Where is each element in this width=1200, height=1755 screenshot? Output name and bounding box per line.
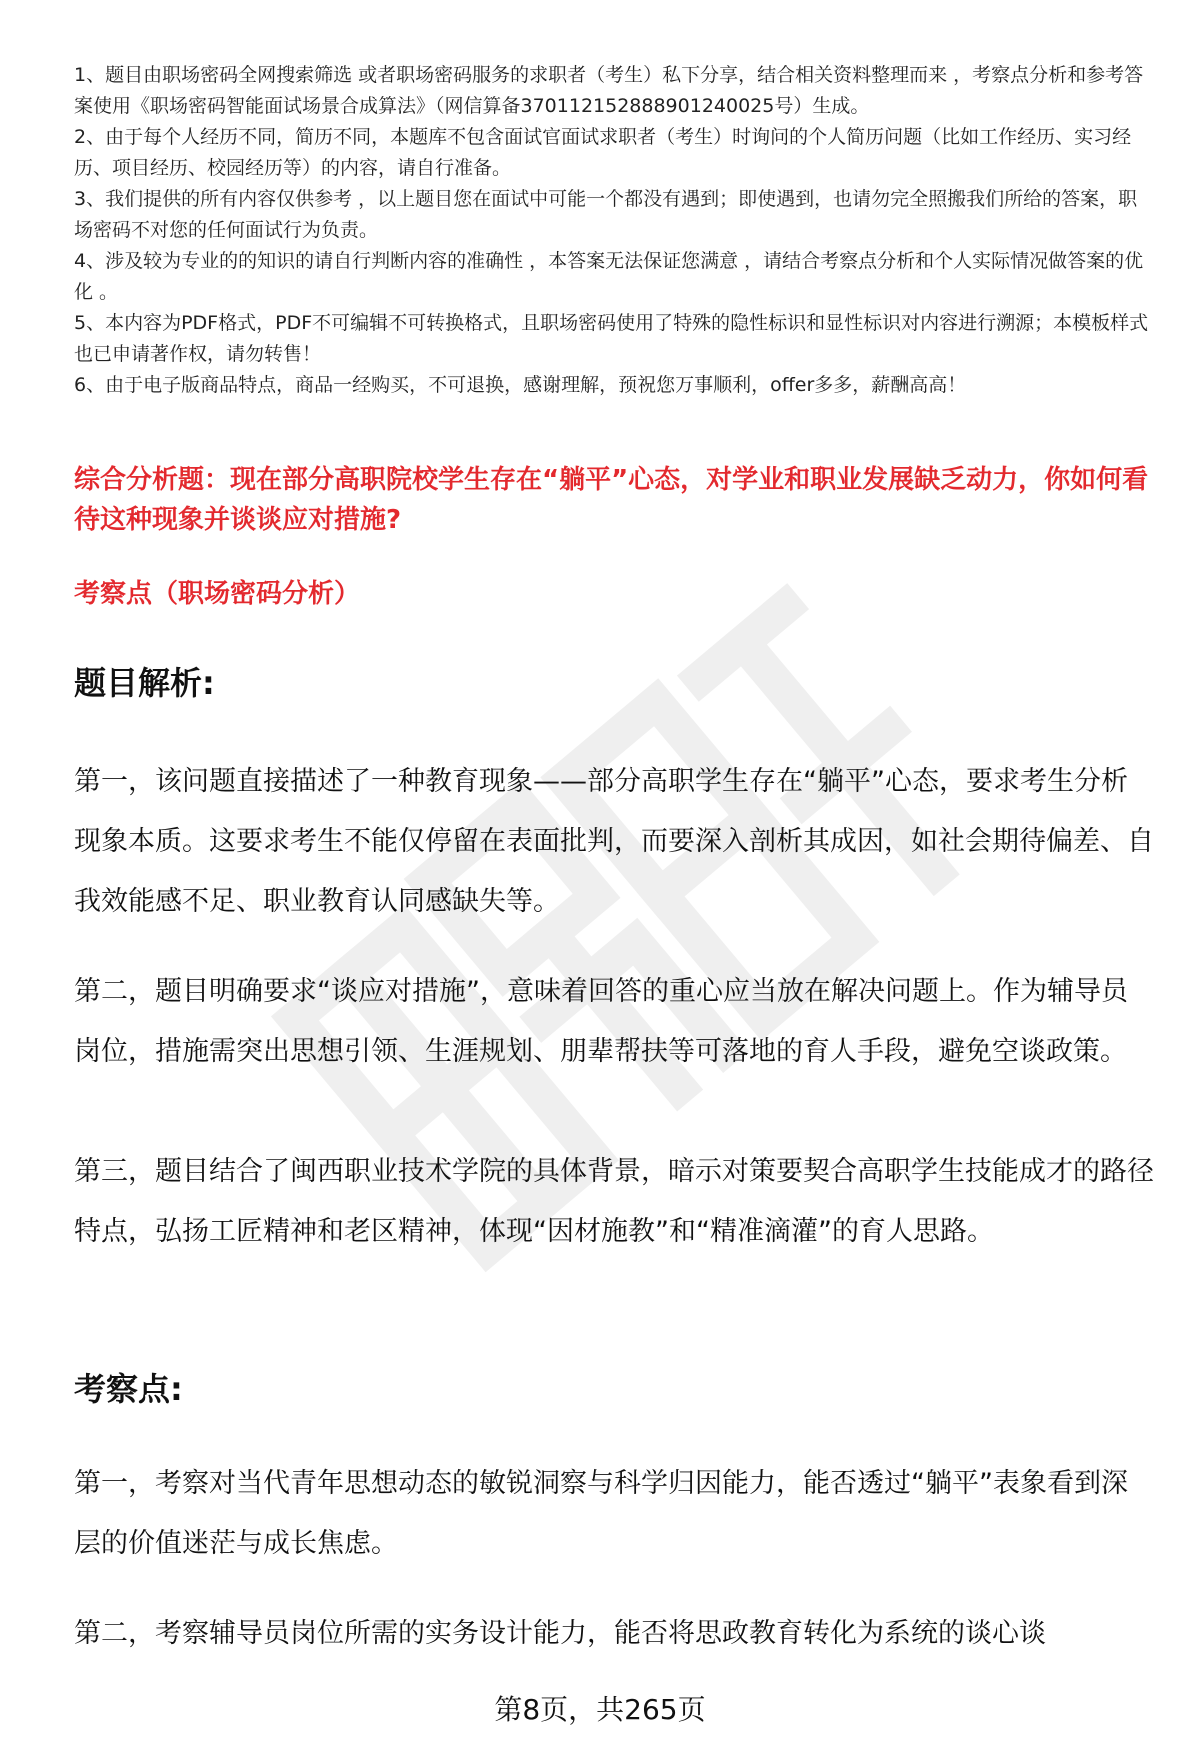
analysis-heading: 题目解析:: [74, 664, 215, 702]
paragraph-text: 第三，题目结合了闽西职业技术学院的具体背景，暗示对策要契合高职学生技能成才的路径特点，弘扬工匠精神和老区精神，体现“因材施教”和“精准滴灌”的育人思路。: [74, 1156, 1154, 1247]
notice-item: 2、由于每个人经历不同，简历不同，本题库不包含面试官面试求职者（考生）时询问的个人简历问题（比如工作经历、实习经历、项目经历、校园经历等）的内容，请自行准备。: [74, 126, 1132, 179]
notice-item: 3、我们提供的所有内容仅供参考 ，以上题目您在面试中可能一个都没有遇到；即使遇到，也请勿完全照搬我们所给的答案，职场密码不对您的任何面试行为负责。: [74, 188, 1138, 241]
page-number: 第8页，共265页: [494, 1693, 706, 1726]
notice-item: 6、由于电子版商品特点，商品一经购买，不可退换，感谢理解，预祝您万事顺利，offer多多，薪酬高高！: [74, 374, 967, 396]
analysis-paragraph: [74, 962, 1154, 1082]
question-title: 综合分析题：现在部分高职院校学生存在“躺平”心态，对学业和职业发展缺乏动力，你如何看待这种现象并谈谈应对措施?: [74, 465, 1149, 535]
notice-item: 5、本内容为PDF格式，PDF不可编辑不可转换格式，且职场密码使用了特殊的隐性标识和显性标识对内容进行溯源；本模板样式也已申请著作权，请勿转售！: [74, 312, 1149, 365]
points-paragraph: [74, 1604, 1154, 1664]
notice-list: [74, 60, 1154, 401]
paragraph-text: 第二，考察辅导员岗位所需的实务设计能力，能否将思政教育转化为系统的谈心谈: [74, 1618, 1046, 1649]
paragraph-text: 第一，该问题直接描述了一种教育现象——部分高职学生存在“躺平”心态，要求考生分析现象本质。这要求考生不能仅停留在表面批判，而要深入剖析其成因，如社会期待偏差、自我效能感不足、职业教育认同感缺失等。: [74, 766, 1154, 917]
points-heading: 考察点:: [74, 1370, 183, 1408]
kaochadian-label: 考察点（职场密码分析）: [74, 579, 361, 609]
analysis-paragraph: [74, 752, 1154, 932]
notice-item: 1、题目由职场密码全网搜索筛选 或者职场密码服务的求职者（考生）私下分享，结合相关资料整理而来 ，考察点分析和参考答案使用《职场密码智能面试场景合成算法》（网信算备370112152888901240025号）生成。: [74, 64, 1144, 117]
analysis-paragraph: [74, 1142, 1154, 1262]
paragraph-text: 第二，题目明确要求“谈应对措施”，意味着回答的重心应当放在解决问题上。作为辅导员岗位，措施需突出思想引领、生涯规划、朋辈帮扶等可落地的育人手段，避免空谈政策。: [74, 976, 1128, 1067]
notice-item: 4、涉及较为专业的的知识的请自行判断内容的准确性 ，本答案无法保证您满意 ，请结合考察点分析和个人实际情况做答案的优化 。: [74, 250, 1144, 303]
paragraph-text: 第一，考察对当代青年思想动态的敏锐洞察与科学归因能力，能否透过“躺平”表象看到深层的价值迷茫与成长焦虑。: [74, 1468, 1128, 1559]
points-paragraph: [74, 1454, 1154, 1574]
